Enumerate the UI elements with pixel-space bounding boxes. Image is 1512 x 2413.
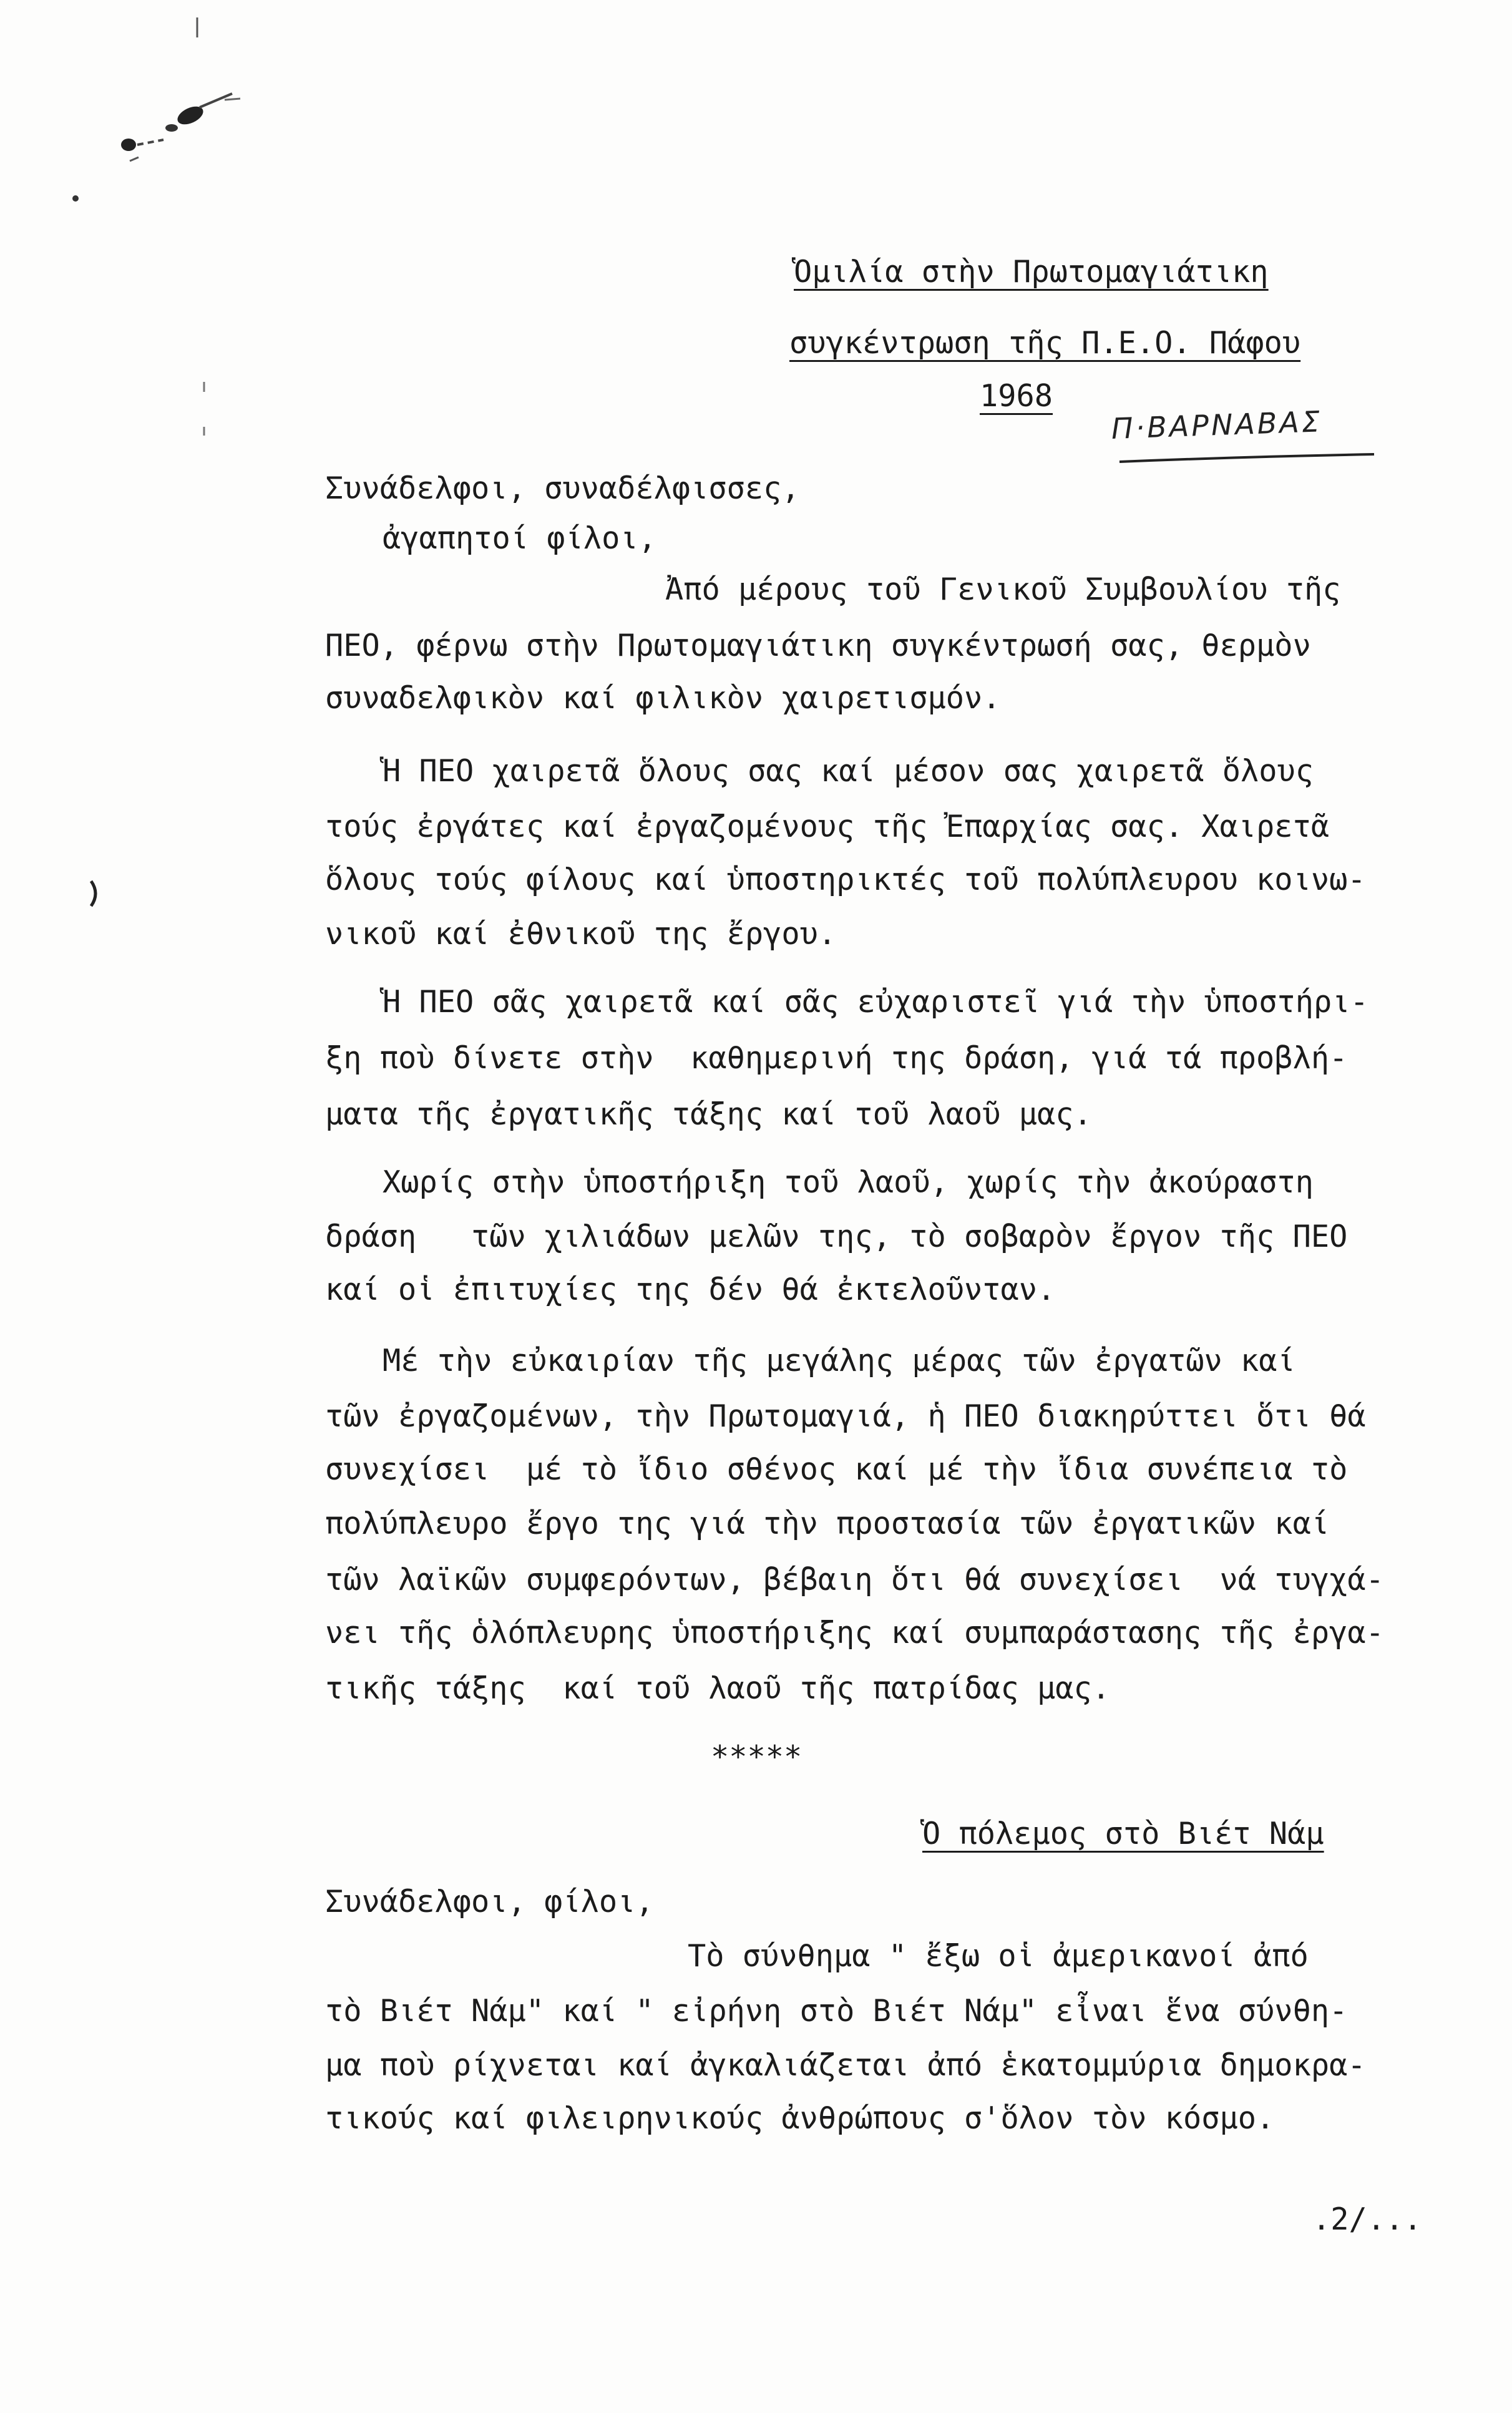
body-line: νει τῆς ὁλόπλευρης ὑποστήριξης καί συμπαράστασης τῆς ἐργα- <box>325 1616 1384 1650</box>
body-line: ὅλους τούς φίλους καί ὑποστηρικτές τοῦ πολύπλευρου κοινω- <box>325 862 1366 897</box>
section-heading: Ὁ πόλεμος στὸ Βιέτ Νάμ <box>922 1816 1324 1851</box>
body-line: νικοῦ καί ἐθνικοῦ της ἔργου. <box>325 917 837 952</box>
body-line: τικούς καί φιλειρηνικούς ἀνθρώπους σ'ὅλον τὸν κόσμο. <box>325 2101 1275 2136</box>
body-line: τὸ Βιέτ Νάμ" καί " εἰρήνη στὸ Βιέτ Νάμ" εἶναι ἕνα σύνθη- <box>325 1994 1348 2029</box>
body-line: συναδελφικὸν καί φιλικὸν χαιρετισμόν. <box>325 681 1001 716</box>
body-line: Ἡ ΠΕΟ σᾶς χαιρετᾶ καί σᾶς εὐχαριστεῖ γιά τὴν ὑποστήρι- <box>383 985 1368 1020</box>
salutation-line: ἀγαπητοί φίλοι, <box>383 521 656 556</box>
speech-year: 1968 <box>980 379 1053 414</box>
body-line: Ἡ ΠΕΟ χαιρετᾶ ὅλους σας καί μέσον σας χαιρετᾶ ὅλους <box>383 754 1314 789</box>
body-line: τούς ἐργάτες καί ἐργαζομένους τῆς Ἐπαρχίας σας. Χαιρετᾶ <box>325 809 1330 844</box>
body-line: συνεχίσει μέ τὸ ἴδιο σθένος καί μέ τὴν ἴδια συνέπεια τὸ <box>325 1452 1348 1487</box>
section-separator: ***** <box>711 1740 802 1775</box>
body-line: καί οἱ ἐπιτυχίες της δέν θά ἐκτελοῦνταν. <box>325 1272 1056 1307</box>
body-line: τῶν λαϊκῶν συμφερόντων, βέβαιη ὅτι θά συνεχίσει νά τυγχά- <box>325 1562 1384 1597</box>
body-line: τῶν ἐργαζομένων, τὴν Πρωτομαγιά, ἡ ΠΕΟ διακηρύττει ὅτι θά <box>325 1399 1366 1434</box>
body-line: ΠΕΟ, φέρνω στὴν Πρωτομαγιάτικη συγκέντρωσή σας, θερμὸν <box>325 628 1311 663</box>
body-line: δράση τῶν χιλιάδων μελῶν της, τὸ σοβαρὸν ἔργον τῆς ΠΕΟ <box>325 1219 1348 1254</box>
handwritten-signature: Π·ΒΑΡΝΑΒΑΣ <box>1111 404 1323 446</box>
body-line: ματα τῆς ἐργατικῆς τάξης καί τοῦ λαοῦ μας. <box>325 1097 1092 1132</box>
signature-underline <box>1117 449 1379 468</box>
salutation-line: Συνάδελφοι, φίλοι, <box>325 1884 654 1919</box>
body-line: ξη ποὺ δίνετε στὴν καθημερινή της δράση, γιά τά προβλή- <box>325 1041 1348 1076</box>
speech-title-line-2: συγκέντρωση τῆς Π.Ε.Ο. Πάφου <box>789 326 1301 361</box>
body-line: Τὸ σύνθημα " ἔξω οἱ ἀμερικανοί ἀπό <box>688 1939 1309 1974</box>
body-line: τικῆς τάξης καί τοῦ λαοῦ τῆς πατρίδας μας. <box>325 1671 1111 1706</box>
speech-title-line-1: Ὁμιλία στὴν Πρωτομαγιάτικη <box>794 255 1269 290</box>
body-line: μα ποὺ ρίχνεται καί ἀγκαλιάζεται ἀπό ἑκατομμύρια δημοκρα- <box>325 2048 1366 2083</box>
ink-marks <box>0 0 262 936</box>
salutation-line: Συνάδελφοι, συναδέλφισσες, <box>325 471 800 506</box>
body-line: Μέ τὴν εὐκαιρίαν τῆς μεγάλης μέρας τῶν ἐργατῶν καί <box>383 1343 1295 1378</box>
body-line: πολύπλευρο ἔργο της γιά τὴν προστασία τῶν ἐργατικῶν καί <box>325 1506 1330 1541</box>
body-line: Χωρίς στὴν ὑποστήριξη τοῦ λαοῦ, χωρίς τὴν ἀκούραστη <box>383 1165 1314 1200</box>
body-line: Ἀπό μέρους τοῦ Γενικοῦ Συμβουλίου τῆς <box>665 572 1341 607</box>
page-continuation-marker: .2/... <box>1312 2202 1422 2237</box>
